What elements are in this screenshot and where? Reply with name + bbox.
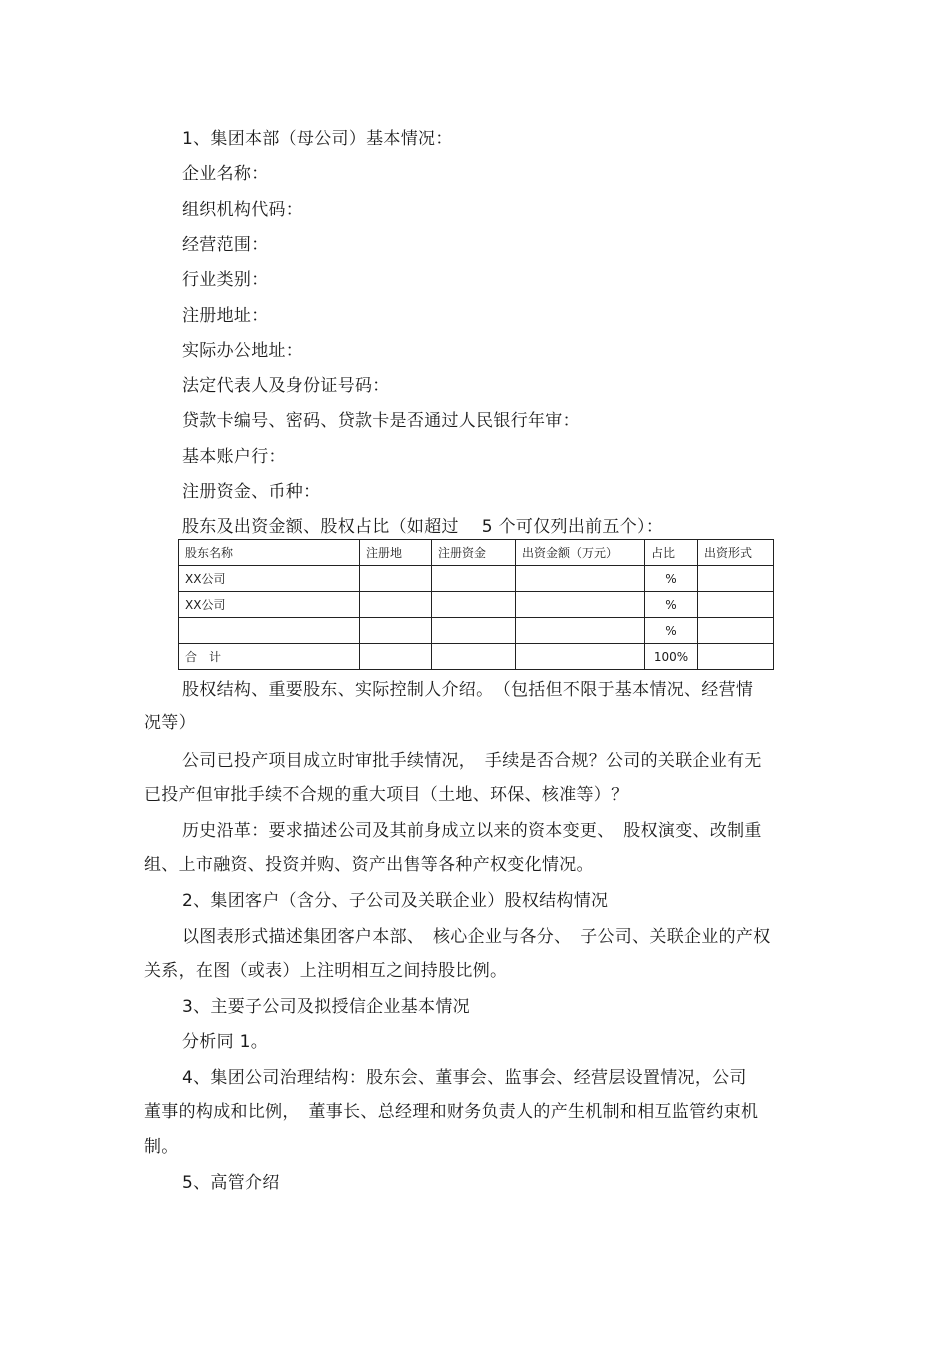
paragraph-approval-l1: 公司已投产项目成立时审批手续情况， 手续是否合规？公司的关联企业有无 — [182, 751, 762, 771]
table-row — [179, 592, 774, 618]
section1-heading: 1、集团本部（母公司）基本情况： — [182, 129, 453, 149]
cell-form — [698, 566, 774, 592]
cell-capital — [432, 618, 516, 644]
field-industry: 行业类别： — [182, 270, 269, 290]
cell-capital — [432, 566, 516, 592]
header-registered-capital: 注册资金 — [432, 540, 516, 566]
field-registered-capital: 注册资金、币种： — [182, 482, 321, 502]
paragraph-history-l2: 组、上市融资、投资并购、资产出售等各种产权变化情况。 — [144, 855, 594, 875]
section4-l2: 董事的构成和比例， 董事长、总经理和财务负责人的产生机制和相互监管约束机 — [144, 1102, 759, 1122]
cell-capital — [432, 592, 516, 618]
cell-place — [360, 566, 432, 592]
field-business-scope: 经营范围： — [182, 235, 269, 255]
paragraph-structure-l2: 关系，在图（或表）上注明相互之间持股比例。 — [144, 961, 508, 981]
table-row — [179, 618, 774, 644]
section3-heading: 3、主要子公司及拟授信企业基本情况 — [182, 997, 470, 1017]
paragraph-structure-l1: 以图表形式描述集团客户本部、 核心企业与各分、 子公司、关联企业的产权 — [182, 927, 771, 947]
cell-place — [360, 592, 432, 618]
header-contribution-amount: 出资金额（万元） — [516, 540, 645, 566]
field-company-name: 企业名称： — [182, 164, 269, 184]
paragraph-history-l1: 历史沿革：要求描述公司及其前身成立以来的资本变更、 股权演变、改制重 — [182, 821, 762, 841]
header-share-ratio: 占比 — [645, 540, 698, 566]
table-total-row — [179, 644, 774, 670]
paragraph-ownership-l1: 股权结构、重要股东、实际控制人介绍。 （包括但不限于基本情况、经营情 — [182, 680, 754, 700]
table-header-row — [179, 540, 774, 566]
cell-name: XX公司 — [179, 566, 360, 592]
cell-name — [179, 618, 360, 644]
cell-form — [698, 618, 774, 644]
field-loan-card: 贷款卡编号、密码、贷款卡是否通过人民银行年审： — [182, 411, 580, 431]
cell-ratio: % — [645, 618, 698, 644]
section4-l3: 制。 — [144, 1137, 179, 1157]
cell-amount — [516, 618, 645, 644]
table-row — [179, 566, 774, 592]
field-office-address: 实际办公地址： — [182, 341, 304, 361]
cell-ratio: % — [645, 592, 698, 618]
cell-form — [698, 644, 774, 670]
cell-capital — [432, 644, 516, 670]
cell-amount — [516, 566, 645, 592]
paragraph-ownership-l2: 况等） — [144, 713, 196, 733]
header-contribution-form: 出资形式 — [698, 540, 774, 566]
header-registered-place: 注册地 — [360, 540, 432, 566]
section5-heading: 5、高管介绍 — [182, 1173, 280, 1193]
cell-amount — [516, 644, 645, 670]
cell-place — [360, 618, 432, 644]
cell-ratio: % — [645, 566, 698, 592]
cell-name: XX公司 — [179, 592, 360, 618]
paragraph-approval-l2: 已投产但审批手续不合规的重大项目（土地、环保、核准等）？ — [144, 785, 629, 805]
table-caption: 股东及出资金额、股权占比（如超过 5 个可仅列出前五个）： — [182, 517, 664, 537]
field-legal-rep: 法定代表人及身份证号码： — [182, 376, 390, 396]
cell-place — [360, 644, 432, 670]
paragraph-analysis: 分析同 1。 — [182, 1032, 269, 1052]
shareholder-table — [178, 539, 774, 670]
cell-amount — [516, 592, 645, 618]
field-org-code: 组织机构代码： — [182, 200, 304, 220]
header-shareholder-name: 股东名称 — [179, 540, 360, 566]
field-registered-address: 注册地址： — [182, 306, 269, 326]
field-basic-account: 基本账户行： — [182, 447, 286, 467]
cell-total-label: 合 计 — [179, 644, 360, 670]
section2-heading: 2、集团客户（含分、子公司及关联企业）股权结构情况 — [182, 891, 609, 911]
cell-form — [698, 592, 774, 618]
section4-heading-l1: 4、集团公司治理结构：股东会、董事会、监事会、经营层设置情况，公司 — [182, 1068, 747, 1088]
cell-total-ratio: 100% — [645, 644, 698, 670]
